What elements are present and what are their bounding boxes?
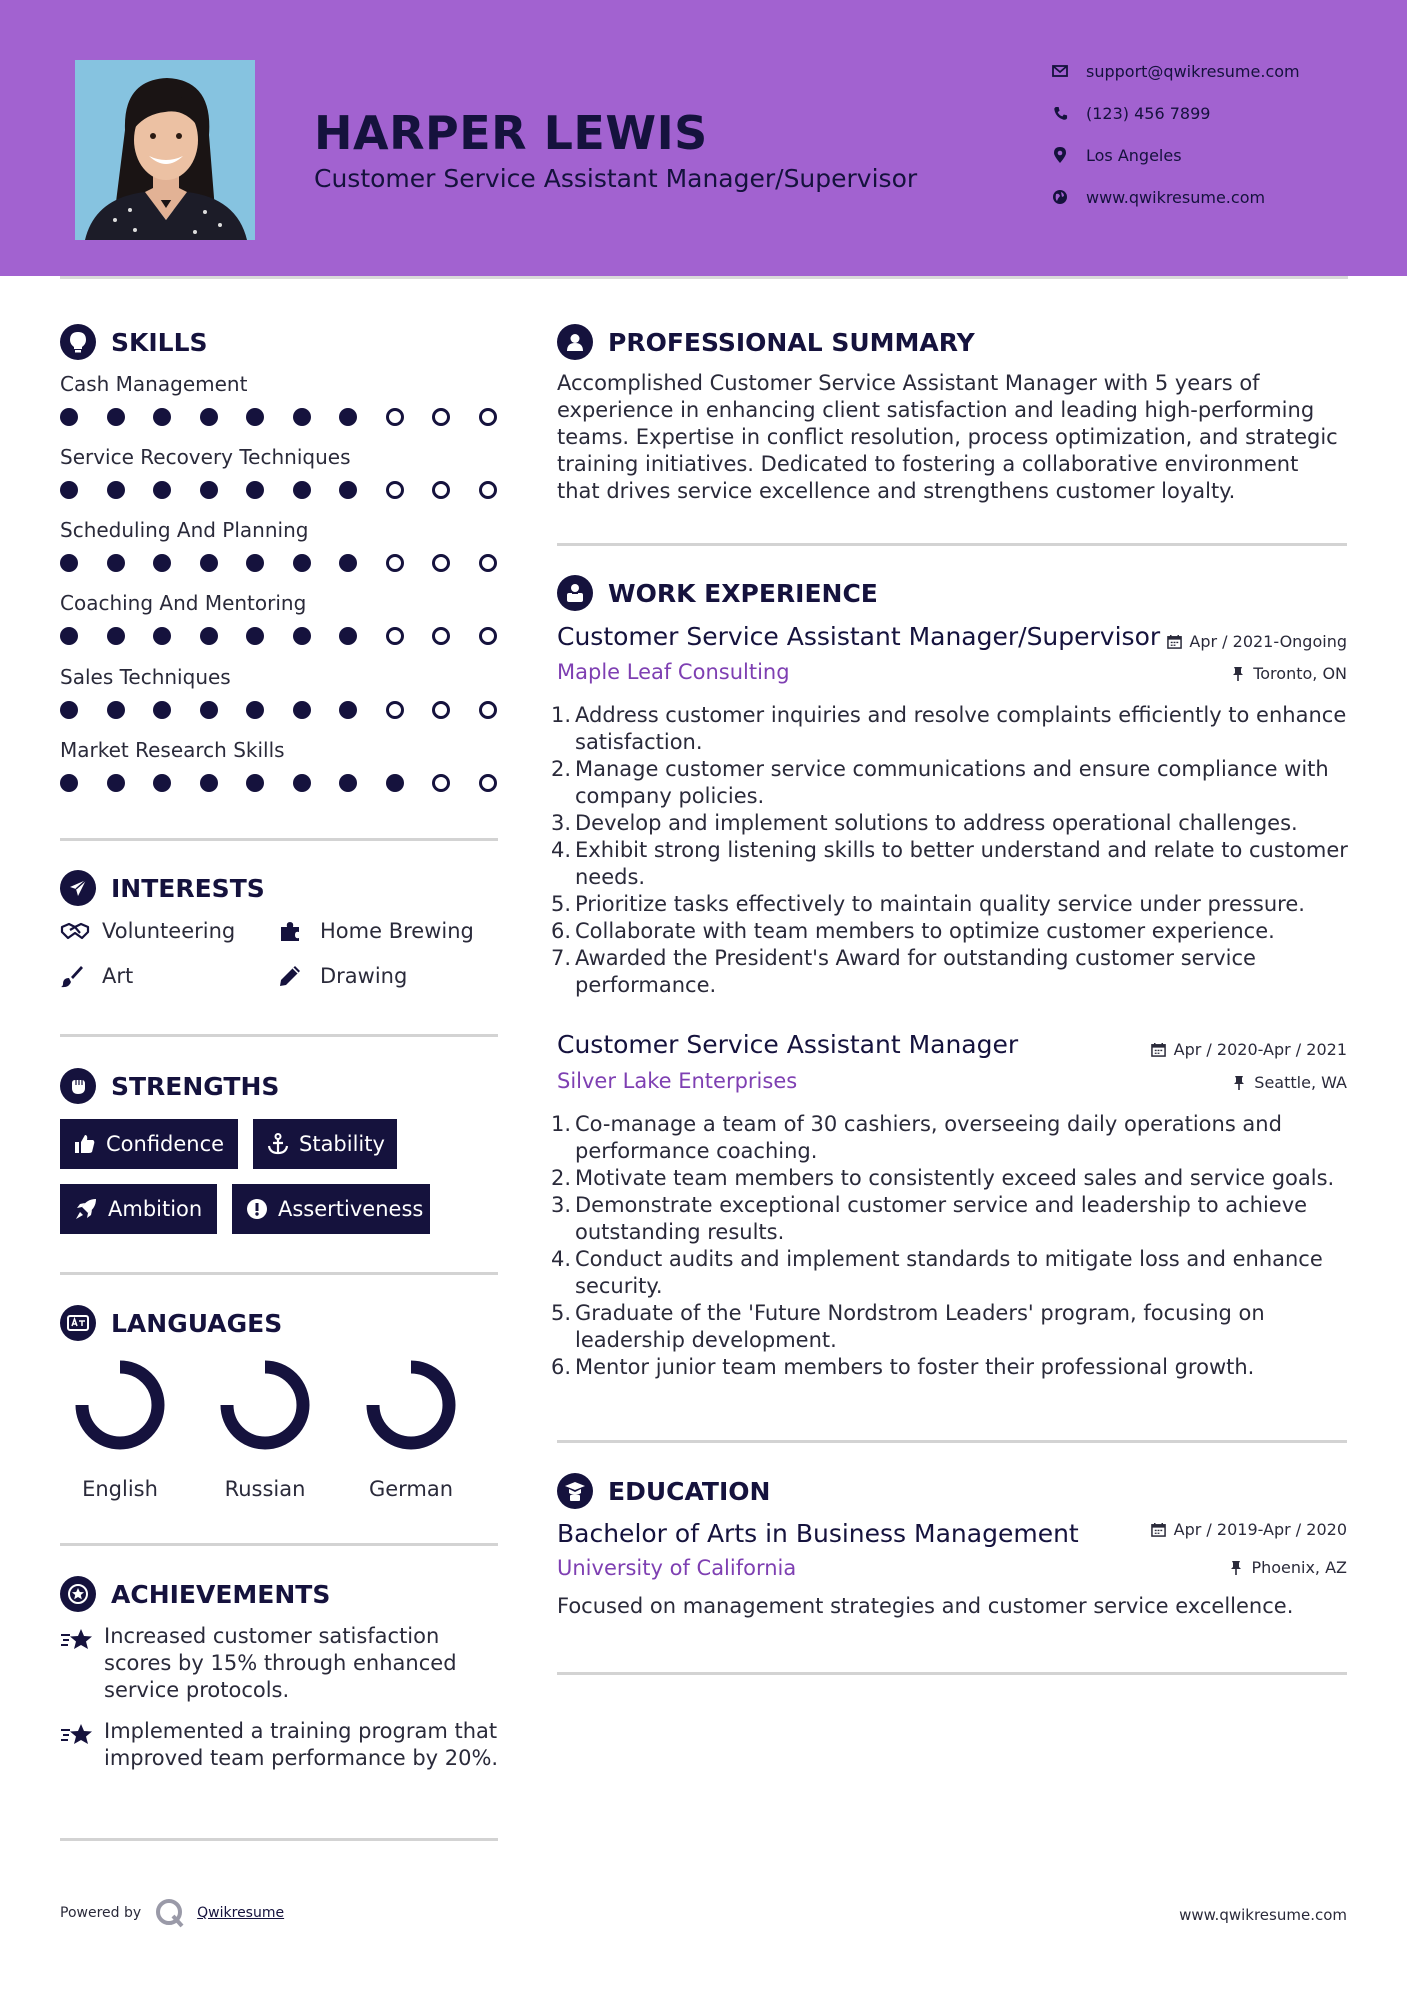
job-bullet: 6. Collaborate with team members to optimize customer experience. xyxy=(551,919,1275,943)
powered-by-text: Powered by xyxy=(60,1905,142,1921)
rating-dot-filled xyxy=(60,408,78,426)
job-bullet: 3. Demonstrate exceptional customer service and leadership to achieve outstanding results. xyxy=(551,1193,1308,1244)
contact-phone[interactable] xyxy=(1050,98,1210,128)
contact-website-text: www.qwikresume.com xyxy=(1086,187,1266,207)
section-divider xyxy=(557,543,1347,546)
job-bullet-list xyxy=(551,702,1351,999)
experience-heading: WORK EXPERIENCE xyxy=(557,575,878,611)
rating-dot-filled xyxy=(246,481,264,499)
contact-location xyxy=(1050,140,1182,170)
job-location: Toronto, ON xyxy=(1229,664,1347,683)
skill-name: Scheduling And Planning xyxy=(60,518,309,542)
rating-dot-filled xyxy=(60,481,78,499)
job-bullet: 7. Awarded the President's Award for outstanding customer service performance. xyxy=(551,946,1256,997)
job-location: Seattle, WA xyxy=(1230,1073,1347,1092)
rating-dot-filled xyxy=(153,701,171,719)
calendar-icon xyxy=(1165,633,1183,651)
rating-dot-filled xyxy=(200,481,218,499)
rating-dot-filled xyxy=(153,554,171,572)
school-name: University of California xyxy=(557,1556,797,1580)
rating-dot-filled xyxy=(246,554,264,572)
rating-dot-filled xyxy=(246,701,264,719)
rating-dot-filled xyxy=(107,554,125,572)
rating-dot-filled xyxy=(200,774,218,792)
handshake-icon xyxy=(60,918,90,944)
rating-dot-empty xyxy=(386,554,404,572)
language-name: Russian xyxy=(224,1477,306,1501)
rating-dot-filled xyxy=(339,774,357,792)
section-divider xyxy=(60,1838,498,1841)
puzzle-icon xyxy=(278,918,308,944)
envelope-icon xyxy=(1050,61,1070,81)
rating-dot-filled xyxy=(293,774,311,792)
rating-dot-empty xyxy=(432,554,450,572)
job-dates: Apr / 2021-Ongoing xyxy=(1165,632,1347,651)
rocket-icon xyxy=(74,1197,98,1221)
section-divider xyxy=(60,1543,498,1546)
strengths-heading: STRENGTHS xyxy=(60,1068,279,1104)
rating-dot-filled xyxy=(153,774,171,792)
rating-dot-empty xyxy=(386,481,404,499)
rating-dot-filled xyxy=(200,701,218,719)
language-proficiency-arc xyxy=(82,1367,158,1443)
rating-dot-filled xyxy=(339,554,357,572)
anchor-icon xyxy=(267,1132,289,1156)
job-bullet: 4. Conduct audits and implement standards to mitigate loss and enhance security. xyxy=(551,1247,1323,1298)
skill-rating xyxy=(60,701,500,721)
resume-header xyxy=(0,0,1407,276)
strength-chip: Ambition xyxy=(60,1184,217,1234)
rating-dot-filled xyxy=(153,481,171,499)
language-item xyxy=(200,1359,330,1501)
job-bullet: 6. Mentor junior team members to foster their professional growth. xyxy=(551,1355,1255,1379)
rating-dot-filled xyxy=(293,554,311,572)
pencil-icon xyxy=(278,963,308,989)
lightbulb-icon xyxy=(60,324,96,360)
contact-phone-text: (123) 456 7899 xyxy=(1086,103,1211,123)
rating-dot-empty xyxy=(432,774,450,792)
star-list-icon xyxy=(60,1718,104,1772)
section-divider xyxy=(557,1672,1347,1675)
exclamation-circle-icon xyxy=(246,1197,268,1221)
rating-dot-empty xyxy=(479,627,497,645)
job-dates: Apr / 2020-Apr / 2021 xyxy=(1150,1040,1347,1059)
rating-dot-empty xyxy=(432,627,450,645)
job-bullet: 5. Graduate of the 'Future Nordstrom Leaders' program, focusing on leadership development. xyxy=(551,1301,1265,1352)
job-bullet-list xyxy=(551,1111,1351,1381)
language-icon xyxy=(60,1305,96,1341)
job-bullet: 5. Prioritize tasks effectively to maintain quality service under pressure. xyxy=(551,892,1305,916)
qwikresume-link[interactable]: Qwikresume xyxy=(197,1905,285,1921)
rating-dot-filled xyxy=(200,408,218,426)
star-list-icon xyxy=(60,1623,104,1704)
rating-dot-filled xyxy=(293,627,311,645)
skill-name: Cash Management xyxy=(60,372,248,396)
job-bullet: 1. Co-manage a team of 30 cashiers, overseeing daily operations and performance coaching. xyxy=(551,1112,1282,1163)
rating-dot-filled xyxy=(246,408,264,426)
company-name: Silver Lake Enterprises xyxy=(557,1069,798,1093)
education-heading: EDUCATION xyxy=(557,1473,770,1509)
language-gauge xyxy=(365,1359,457,1451)
candidate-name: HARPER LEWIS xyxy=(314,106,708,160)
rating-dot-empty xyxy=(386,701,404,719)
pushpin-icon xyxy=(1229,665,1247,683)
rating-dot-filled xyxy=(107,774,125,792)
job-bullet: 4. Exhibit strong listening skills to better understand and relate to customer needs. xyxy=(551,838,1348,889)
rating-dot-filled xyxy=(339,701,357,719)
summary-text: Accomplished Customer Service Assistant Manager with 5 years of experience in enhancing client satisfaction and leading high-performing teams. Expertise in conflict resolution, process optimization, and strategic training initiatives. Dedicated to fostering a collaborative environment that drives service excellence and strengthens customer loyalty. xyxy=(557,371,1338,503)
job-title: Customer Service Assistant Manager xyxy=(557,1030,1019,1059)
interest-item: Drawing xyxy=(278,963,407,989)
skill-name: Coaching And Mentoring xyxy=(60,591,307,615)
briefcase-user-icon xyxy=(557,575,593,611)
strength-chip: Stability xyxy=(253,1119,397,1169)
calendar-icon xyxy=(1150,1521,1168,1539)
rating-dot-filled xyxy=(153,627,171,645)
candidate-title: Customer Service Assistant Manager/Supervisor xyxy=(314,164,918,193)
section-divider xyxy=(557,1440,1347,1443)
achievement-item: Increased customer satisfaction scores by 15% through enhanced service protocols. xyxy=(60,1623,500,1704)
profile-photo xyxy=(75,60,255,240)
rating-dot-empty xyxy=(479,774,497,792)
footer-powered-by xyxy=(60,1896,284,1930)
graduate-icon xyxy=(557,1473,593,1509)
rating-dot-filled xyxy=(293,481,311,499)
rating-dot-filled xyxy=(107,408,125,426)
strength-chip: Assertiveness xyxy=(232,1184,430,1234)
rating-dot-empty xyxy=(386,627,404,645)
contact-email-text: support@qwikresume.com xyxy=(1086,61,1300,81)
language-name: English xyxy=(82,1477,158,1501)
rating-dot-filled xyxy=(200,554,218,572)
rating-dot-empty xyxy=(479,554,497,572)
rating-dot-filled xyxy=(200,627,218,645)
education-description: Focused on management strategies and customer service excellence. xyxy=(557,1594,1294,1618)
skill-rating xyxy=(60,774,500,794)
skill-rating xyxy=(60,408,500,428)
language-proficiency-arc xyxy=(373,1367,449,1443)
rating-dot-filled xyxy=(246,627,264,645)
job-bullet: 3. Develop and implement solutions to address operational challenges. xyxy=(551,811,1298,835)
job-bullet: 2. Manage customer service communications and ensure compliance with company policies. xyxy=(551,757,1329,808)
footer-website[interactable]: www.qwikresume.com xyxy=(1179,1906,1347,1924)
rating-dot-filled xyxy=(60,627,78,645)
rating-dot-filled xyxy=(60,774,78,792)
thumbs-up-icon xyxy=(74,1132,96,1156)
rating-dot-filled xyxy=(339,481,357,499)
rating-dot-filled xyxy=(246,774,264,792)
skills-heading: SKILLS xyxy=(60,324,208,360)
summary-heading: PROFESSIONAL SUMMARY xyxy=(557,324,975,360)
rating-dot-filled xyxy=(339,627,357,645)
section-divider xyxy=(60,1272,498,1275)
rating-dot-filled xyxy=(293,408,311,426)
language-name: German xyxy=(368,1477,454,1501)
language-proficiency-arc xyxy=(227,1367,303,1443)
interest-item: Volunteering xyxy=(60,918,235,944)
contact-email[interactable] xyxy=(1050,56,1300,86)
rating-dot-empty xyxy=(479,701,497,719)
rating-dot-empty xyxy=(479,481,497,499)
pushpin-icon xyxy=(1230,1074,1248,1092)
rating-dot-empty xyxy=(479,408,497,426)
language-gauge xyxy=(219,1359,311,1451)
interests-heading: INTERESTS xyxy=(60,870,265,906)
rating-dot-empty xyxy=(432,481,450,499)
contact-website[interactable] xyxy=(1050,182,1265,212)
qwikresume-logo-icon xyxy=(153,1896,187,1930)
skill-rating xyxy=(60,481,500,501)
strength-chip: Confidence xyxy=(60,1119,238,1169)
rating-dot-filled xyxy=(107,627,125,645)
paper-plane-icon xyxy=(60,870,96,906)
achievements-heading: ACHIEVEMENTS xyxy=(60,1576,330,1612)
language-gauge xyxy=(74,1359,166,1451)
map-marker-icon xyxy=(1050,145,1070,165)
star-badge-icon xyxy=(60,1576,96,1612)
rating-dot-filled xyxy=(293,701,311,719)
job-bullet: 1. Address customer inquiries and resolve complaints efficiently to enhance satisfaction. xyxy=(551,703,1347,754)
rating-dot-filled xyxy=(153,408,171,426)
section-divider xyxy=(60,838,498,841)
user-icon xyxy=(557,324,593,360)
rating-dot-filled xyxy=(107,701,125,719)
globe-icon xyxy=(1050,187,1070,207)
rating-dot-empty xyxy=(432,408,450,426)
contact-location-text: Los Angeles xyxy=(1086,145,1182,165)
rating-dot-empty xyxy=(386,408,404,426)
rating-dot-filled xyxy=(107,481,125,499)
company-name: Maple Leaf Consulting xyxy=(557,660,790,684)
language-item xyxy=(346,1359,476,1501)
header-divider xyxy=(60,276,1348,279)
education-location: Phoenix, AZ xyxy=(1227,1558,1347,1577)
skill-rating xyxy=(60,554,500,574)
skill-rating xyxy=(60,627,500,647)
skill-name: Sales Techniques xyxy=(60,665,231,689)
section-divider xyxy=(60,1034,498,1037)
phone-icon xyxy=(1050,103,1070,123)
degree-title: Bachelor of Arts in Business Management xyxy=(557,1519,1079,1548)
rating-dot-empty xyxy=(432,701,450,719)
pushpin-icon xyxy=(1227,1559,1245,1577)
rating-dot-filled xyxy=(339,408,357,426)
education-dates: Apr / 2019-Apr / 2020 xyxy=(1150,1520,1347,1539)
fist-icon xyxy=(60,1068,96,1104)
calendar-icon xyxy=(1150,1041,1168,1059)
interest-item: Home Brewing xyxy=(278,918,474,944)
skill-name: Market Research Skills xyxy=(60,738,285,762)
skill-name: Service Recovery Techniques xyxy=(60,445,351,469)
languages-heading: LANGUAGES xyxy=(60,1305,282,1341)
paintbrush-icon xyxy=(60,963,90,989)
rating-dot-filled xyxy=(60,701,78,719)
interest-item: Art xyxy=(60,963,133,989)
achievement-item: Implemented a training program that improved team performance by 20%. xyxy=(60,1718,500,1772)
job-bullet: 2. Motivate team members to consistently exceed sales and service goals. xyxy=(551,1166,1335,1190)
rating-dot-filled xyxy=(60,554,78,572)
language-item xyxy=(55,1359,185,1501)
rating-dot-filled xyxy=(386,774,404,792)
job-title: Customer Service Assistant Manager/Supervisor xyxy=(557,622,1161,651)
